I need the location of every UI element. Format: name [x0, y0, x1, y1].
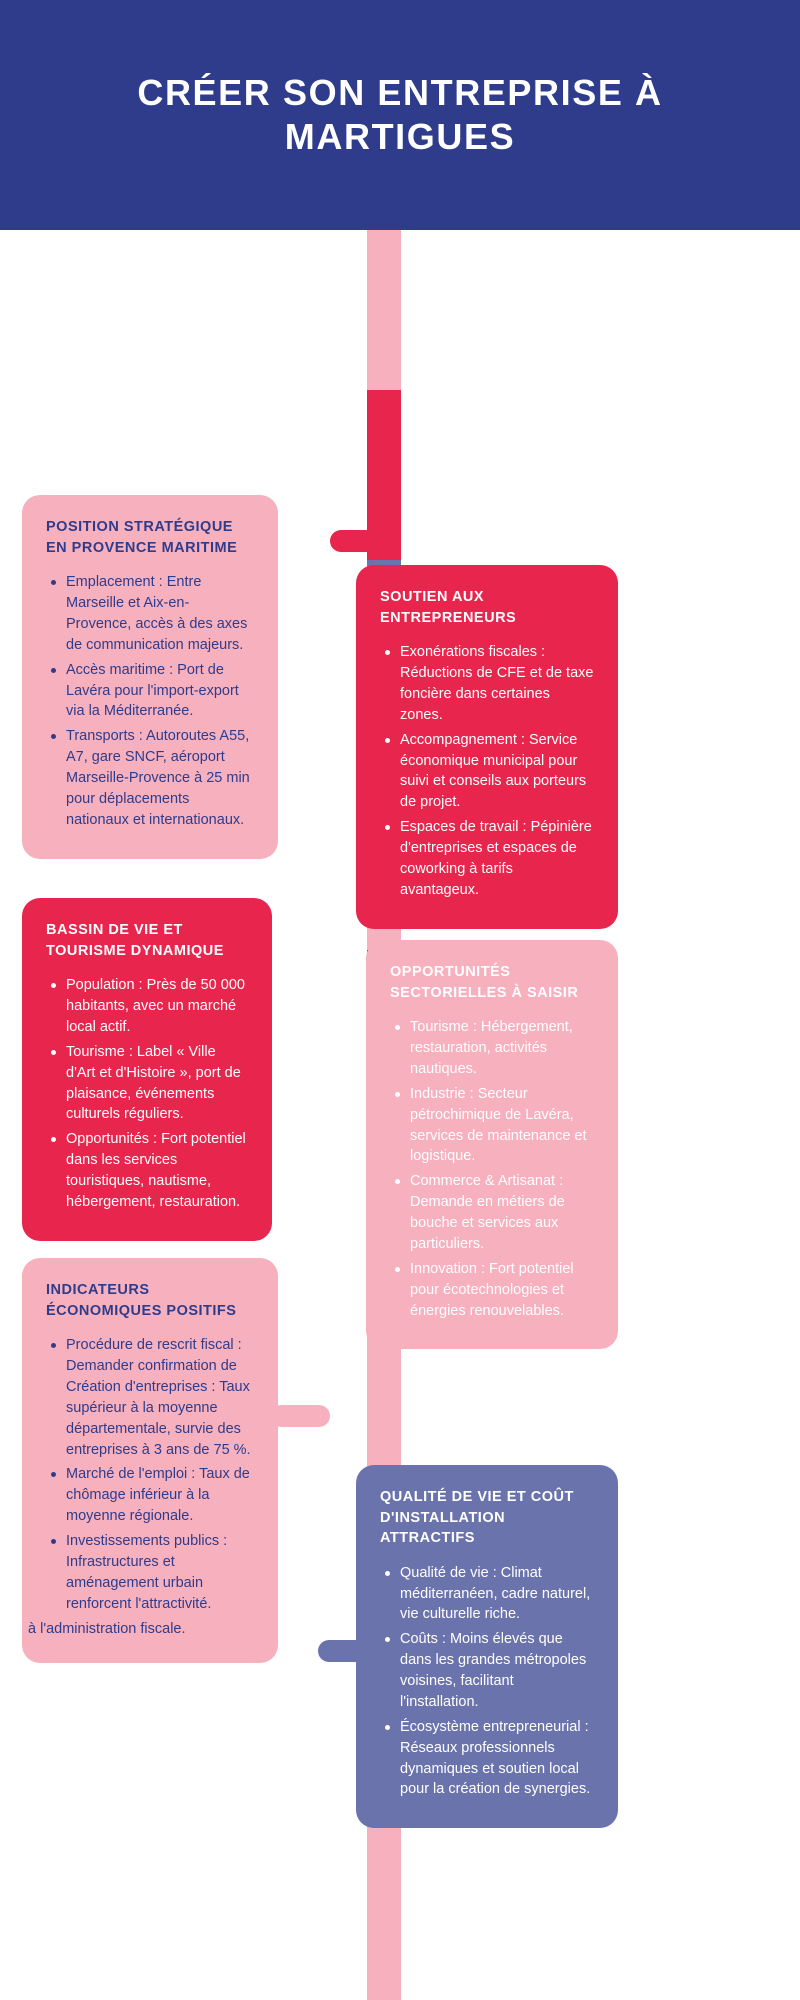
list-item: Opportunités : Fort potentiel dans les services touristiques, nautisme, hébergement, restauration.: [64, 1129, 248, 1213]
list-item: Tourisme : Label « Ville d'Art et d'Histoire », port de plaisance, événements culturels réguliers.: [64, 1042, 248, 1126]
timeline-connector: [270, 1405, 330, 1427]
card-list: [46, 1335, 254, 1614]
timeline-connector: [330, 530, 390, 552]
list-item: Exonérations fiscales : Réductions de CFE et de taxe foncière dans certaines zones.: [398, 642, 594, 726]
list-item: Investissements publics : Infrastructures et aménagement urbain renforcent l'attractivité.: [64, 1531, 254, 1615]
list-item: Marché de l'emploi : Taux de chômage inférieur à la moyenne régionale.: [64, 1464, 254, 1527]
card-note: à l'administration fiscale.: [28, 1620, 186, 1637]
card-list: [390, 1017, 594, 1321]
card-qualite-de-vie: [356, 1465, 618, 1828]
list-item: Industrie : Secteur pétrochimique de Lavéra, services de maintenance et logistique.: [408, 1084, 594, 1168]
list-item: Procédure de rescrit fiscal : Demander confirmation de Création d'entreprises : Taux supérieur à la moyenne départementale, survie des entreprises à 3 ans de 75 %.: [64, 1335, 254, 1460]
card-bassin-de-vie: [22, 898, 272, 1241]
list-item: Population : Près de 50 000 habitants, avec un marché local actif.: [64, 975, 248, 1038]
card-list: [46, 572, 254, 831]
list-item: Commerce & Artisanat : Demande en métiers de bouche et services aux particuliers.: [408, 1171, 594, 1255]
list-item: Emplacement : Entre Marseille et Aix-en-Provence, accès à des axes de communication majeurs.: [64, 572, 254, 656]
card-soutien-entrepreneurs: [356, 565, 618, 929]
list-item: Tourisme : Hébergement, restauration, activités nautiques.: [408, 1017, 594, 1080]
card-title: QUALITÉ DE VIE ET COÛT D'INSTALLATION ATTRACTIFS: [380, 1489, 574, 1547]
list-item: Coûts : Moins élevés que dans les grandes métropoles voisines, facilitant l'installation.: [398, 1629, 594, 1713]
card-position-strategique: [22, 495, 278, 859]
list-item: Accès maritime : Port de Lavéra pour l'import-export via la Méditerranée.: [64, 660, 254, 723]
card-indicateurs-economiques: [22, 1258, 278, 1663]
card-title: OPPORTUNITÉS SECTORIELLES À SAISIR: [390, 964, 579, 1001]
list-item: Écosystème entrepreneurial : Réseaux professionnels dynamiques et soutien local pour la création de synergies.: [398, 1717, 594, 1801]
card-title: BASSIN DE VIE ET TOURISME DYNAMIQUE: [46, 922, 224, 959]
card-title: POSITION STRATÉGIQUE EN PROVENCE MARITIME: [46, 519, 238, 556]
list-item: Transports : Autoroutes A55, A7, gare SNCF, aéroport Marseille-Provence à 25 min pour déplacements nationaux et internationaux.: [64, 726, 254, 830]
card-list: [380, 1563, 594, 1801]
card-list: [380, 642, 594, 901]
list-item: Accompagnement : Service économique municipal pour suivi et conseils aux porteurs de projet.: [398, 730, 594, 814]
page-header: [0, 0, 800, 230]
page-title: CRÉER SON ENTREPRISE À MARTIGUES: [137, 72, 663, 157]
card-list: [46, 975, 248, 1213]
list-item: Espaces de travail : Pépinière d'entreprises et espaces de coworking à tarifs avantageux.: [398, 817, 594, 901]
card-opportunites-sectorielles: [366, 940, 618, 1349]
timeline-segment: [367, 230, 401, 390]
cards-container: [0, 230, 800, 1798]
card-title: SOUTIEN AUX ENTREPRENEURS: [380, 589, 517, 626]
list-item: Innovation : Fort potentiel pour écotechnologies et énergies renouvelables.: [408, 1259, 594, 1322]
card-title: INDICATEURS ÉCONOMIQUES POSITIFS: [46, 1282, 237, 1319]
list-item: Qualité de vie : Climat méditerranéen, cadre naturel, vie culturelle riche.: [398, 1563, 594, 1626]
